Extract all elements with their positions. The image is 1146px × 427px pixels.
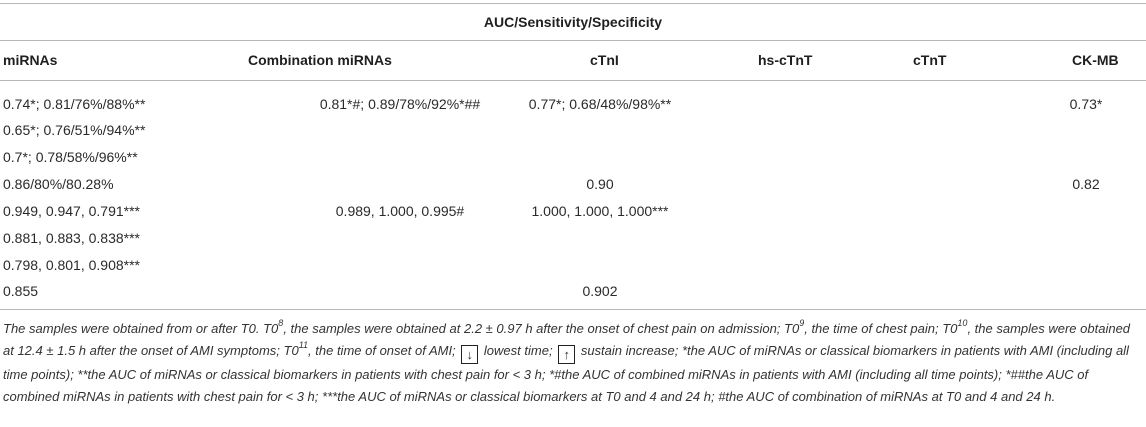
column-header-combination: Combination miRNAs — [248, 52, 392, 68]
footnote-superscript: 11 — [298, 340, 309, 350]
column-header-mirnas: miRNAs — [3, 52, 58, 68]
footnote-text: lowest time; — [483, 343, 553, 358]
table-cell-ctni: 0.77*; 0.68/48%/98%** — [528, 96, 672, 112]
table-cell-ctni: 0.90 — [586, 176, 614, 192]
up-arrow-icon: ↑ — [558, 345, 575, 364]
table-cell-mirnas: 0.7*; 0.78/58%/96%** — [3, 149, 138, 165]
footnote-text: , the time of chest pain; T0 — [804, 321, 958, 336]
table-cell-mirnas: 0.881, 0.883, 0.838*** — [3, 230, 141, 246]
table-cell-mirnas: 0.855 — [3, 283, 39, 299]
table-top-rule — [0, 3, 1146, 4]
table-footnote — [3, 318, 1143, 408]
table-cell-ckmb: 0.82 — [1072, 176, 1100, 192]
column-header-hs-ctnt: hs-cTnT — [758, 52, 813, 68]
table-cell-ctni: 0.902 — [582, 283, 618, 299]
footnote-text: The samples were obtained from or after T0. T0 — [3, 321, 279, 336]
column-header-rule — [0, 80, 1146, 81]
table-bottom-rule — [0, 309, 1146, 310]
footnote-text: , the time of onset of AMI; — [308, 343, 456, 358]
footnote-text: sustain increase; *the AUC of miRNAs or classical biomarkers in patients with AMI (including all time points); **the AUC of miRNAs or classical biomarkers in patients with chest pain for < 3 h; *#the AUC of combined miRNAs in patients with AMI (including all time points); *##the AUC of combined miRNAs in patients with chest pain for < 3 h; ***the AUC of miRNAs or classical biomarkers at T0 and 4 and 24 h; #the AUC of combination of miRNAs at T0 and 4 and 24 h. — [3, 343, 1129, 404]
footnote-text: , the samples were obtained at 2.2 ± 0.97 h after the onset of chest pain on admission; T0 — [283, 321, 800, 336]
table-cell-combination: 0.81*#; 0.89/78%/92%*## — [319, 96, 481, 112]
footnote-text: , the samples were obtained at 12.4 ± 1.5 h after the onset of AMI symptoms; T0 — [3, 321, 1131, 358]
group-header: AUC/Sensitivity/Specificity — [483, 14, 663, 30]
table-cell-mirnas: 0.86/80%/80.28% — [3, 176, 114, 192]
footnote-superscript: 10 — [957, 318, 968, 328]
table-cell-combination: 0.989, 1.000, 0.995# — [335, 203, 465, 219]
column-header-ctni: cTnI — [590, 52, 619, 68]
table-cell-mirnas: 0.949, 0.947, 0.791*** — [3, 203, 141, 219]
down-arrow-icon: ↓ — [461, 345, 478, 364]
table-cell-mirnas: 0.798, 0.801, 0.908*** — [3, 257, 141, 273]
table-cell-mirnas: 0.74*; 0.81/76%/88%** — [3, 96, 146, 112]
column-header-ctnt: cTnT — [913, 52, 947, 68]
footnote-superscript: 9 — [799, 318, 805, 328]
group-header-rule — [0, 40, 1146, 41]
table-cell-ckmb: 0.73* — [1069, 96, 1103, 112]
column-header-ckmb: CK-MB — [1072, 52, 1119, 68]
footnote-superscript: 8 — [278, 318, 284, 328]
table-cell-ctni: 1.000, 1.000, 1.000*** — [531, 203, 669, 219]
table-cell-mirnas: 0.65*; 0.76/51%/94%** — [3, 122, 146, 138]
